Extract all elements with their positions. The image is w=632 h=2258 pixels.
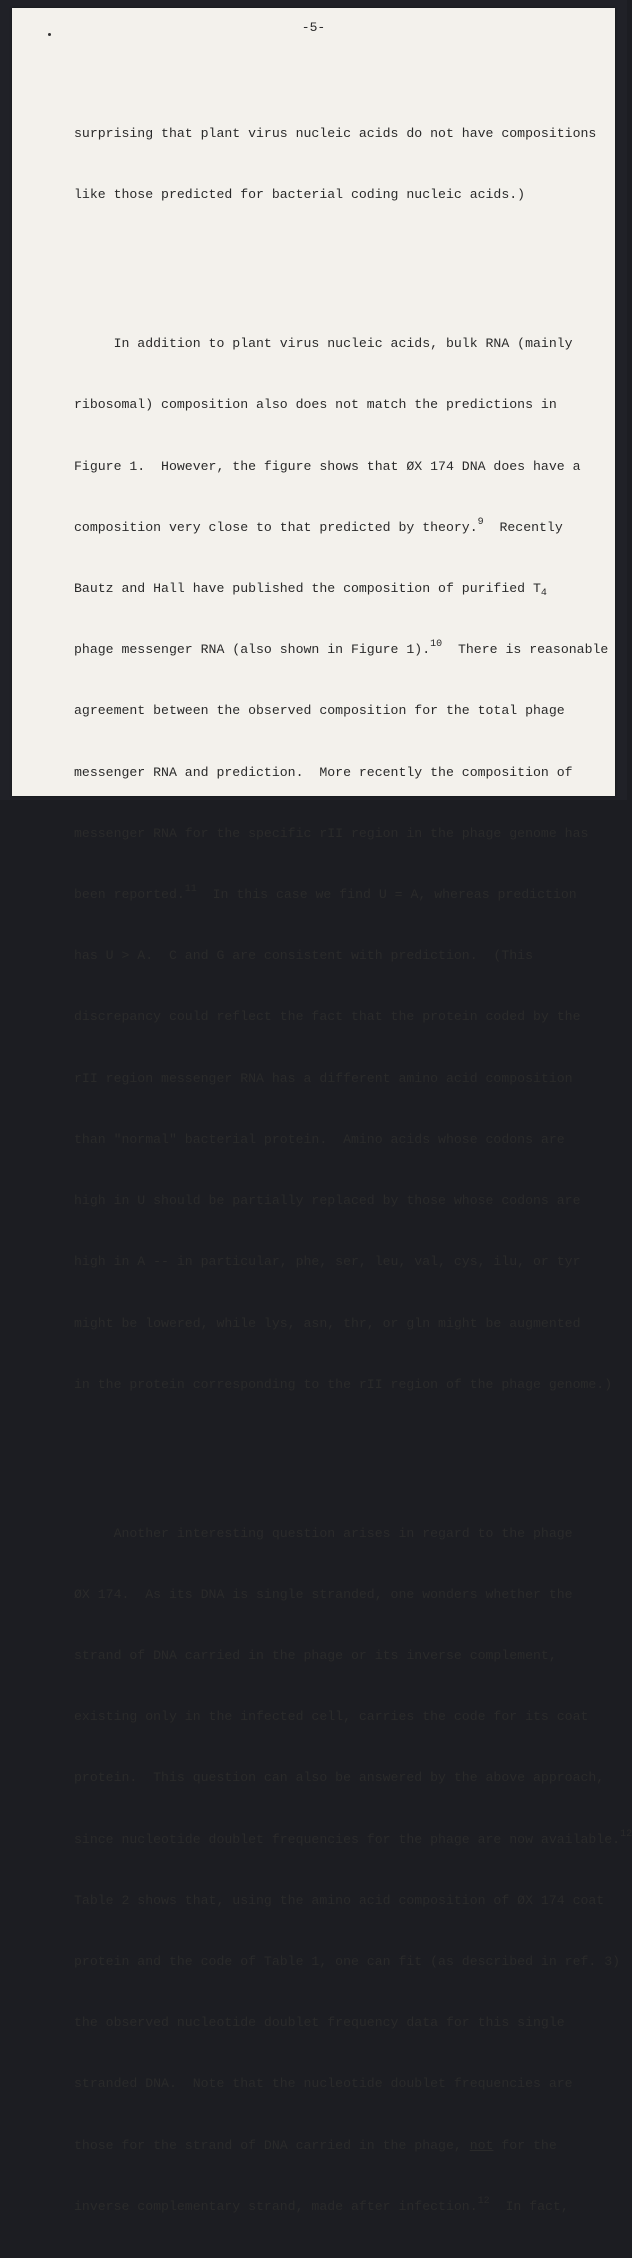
text-line: messenger RNA and prediction. More recently the composition of	[74, 764, 573, 780]
text-line: since nucleotide doublet frequencies for the phage are now available.$^{12}$	[74, 1828, 632, 1847]
typewritten-page	[12, 8, 632, 2214]
footnote-ref: 10	[430, 639, 443, 651]
text-line: protein and the code of Table 1, one can fit (as described in ref. 3)	[74, 1953, 621, 1969]
text-line: In addition to plant virus nucleic acids, bulk RNA (mainly	[74, 336, 573, 352]
text-line: might be lowered, while lys, asn, thr, or gln might be augmented	[74, 1315, 581, 1331]
text-line: high in U should be partially replaced by those whose codons are	[74, 1193, 581, 1209]
text-line: Bautz and Hall have published the composition of purified $T_4$	[74, 581, 547, 600]
text-line: Another interesting question arises in regard to the phage	[74, 1525, 573, 1541]
text-line: than "normal" bacterial protein. Amino acids whose codons are	[74, 1131, 565, 1147]
text-line: surprising that plant virus nucleic acids do not have compositions	[74, 126, 597, 142]
body-text	[74, 63, 632, 2258]
underlined-word: not	[469, 2137, 494, 2153]
text-line: high in A -- in particular, phe, ser, leu, val, cys, ilu, or tyr	[74, 1254, 581, 1270]
text-line: agreement between the observed composition for the total phage	[74, 703, 565, 719]
footnote-ref: 12	[620, 1828, 632, 1840]
text-line: discrepancy could reflect the fact that the protein coded by the	[74, 1009, 581, 1025]
text-line: Figure 1. However, the figure shows that ØX 174 DNA does have a	[74, 458, 581, 474]
text-line: strand of DNA carried in the phage or its inverse complement,	[74, 1647, 557, 1663]
footnote-ref: 11	[184, 884, 197, 896]
text-line: protein. This question can also be answered by the above approach,	[74, 1770, 605, 1786]
text-line: composition very close to that predicted by theory.$^9$ Recently	[74, 516, 563, 535]
text-line: phage messenger RNA (also shown in Figure 1).$^{10}$ There is reasonable	[74, 639, 609, 658]
text-line: messenger RNA for the specific rII region in the phage genome has	[74, 825, 589, 841]
text-line: the observed nucleotide doublet frequency data for this single	[74, 2015, 565, 2031]
footnote-ref: 12	[477, 2195, 490, 2207]
text-line: those for the strand of DNA carried in the phage, not for the	[74, 2137, 557, 2153]
text-line: ribosomal) composition also does not match the predictions in	[74, 397, 557, 413]
text-line: inverse complementary strand, made after infection.$^{12}$ In fact,	[74, 2195, 569, 2214]
subscript: 4	[540, 588, 547, 600]
footnote-ref: 9	[477, 516, 484, 528]
text-line: been reported.$^{11}$ In this case we find U = A, whereas prediction	[74, 884, 577, 903]
text-line: existing only in the infected cell, carries the code for its coat	[74, 1709, 589, 1725]
text-line: like those predicted for bacterial coding nucleic acids.)	[74, 187, 526, 203]
text-line: ØX 174. As its DNA is single stranded, one wonders whether the	[74, 1586, 573, 1602]
page-number: -5-	[301, 20, 326, 35]
text-line: has U > A. C and G are consistent with prediction. (This	[74, 948, 533, 964]
text-line: Table 2 shows that, using the amino acid composition of ØX 174 coat	[74, 1892, 605, 1908]
text-line: rII region messenger RNA has a different amino acid composition	[74, 1070, 573, 1086]
text-line: stranded DNA. Note that the nucleotide doublet frequencies are	[74, 2076, 573, 2092]
text-line: in the protein corresponding to the rII region of the phage genome.)	[74, 1376, 613, 1392]
